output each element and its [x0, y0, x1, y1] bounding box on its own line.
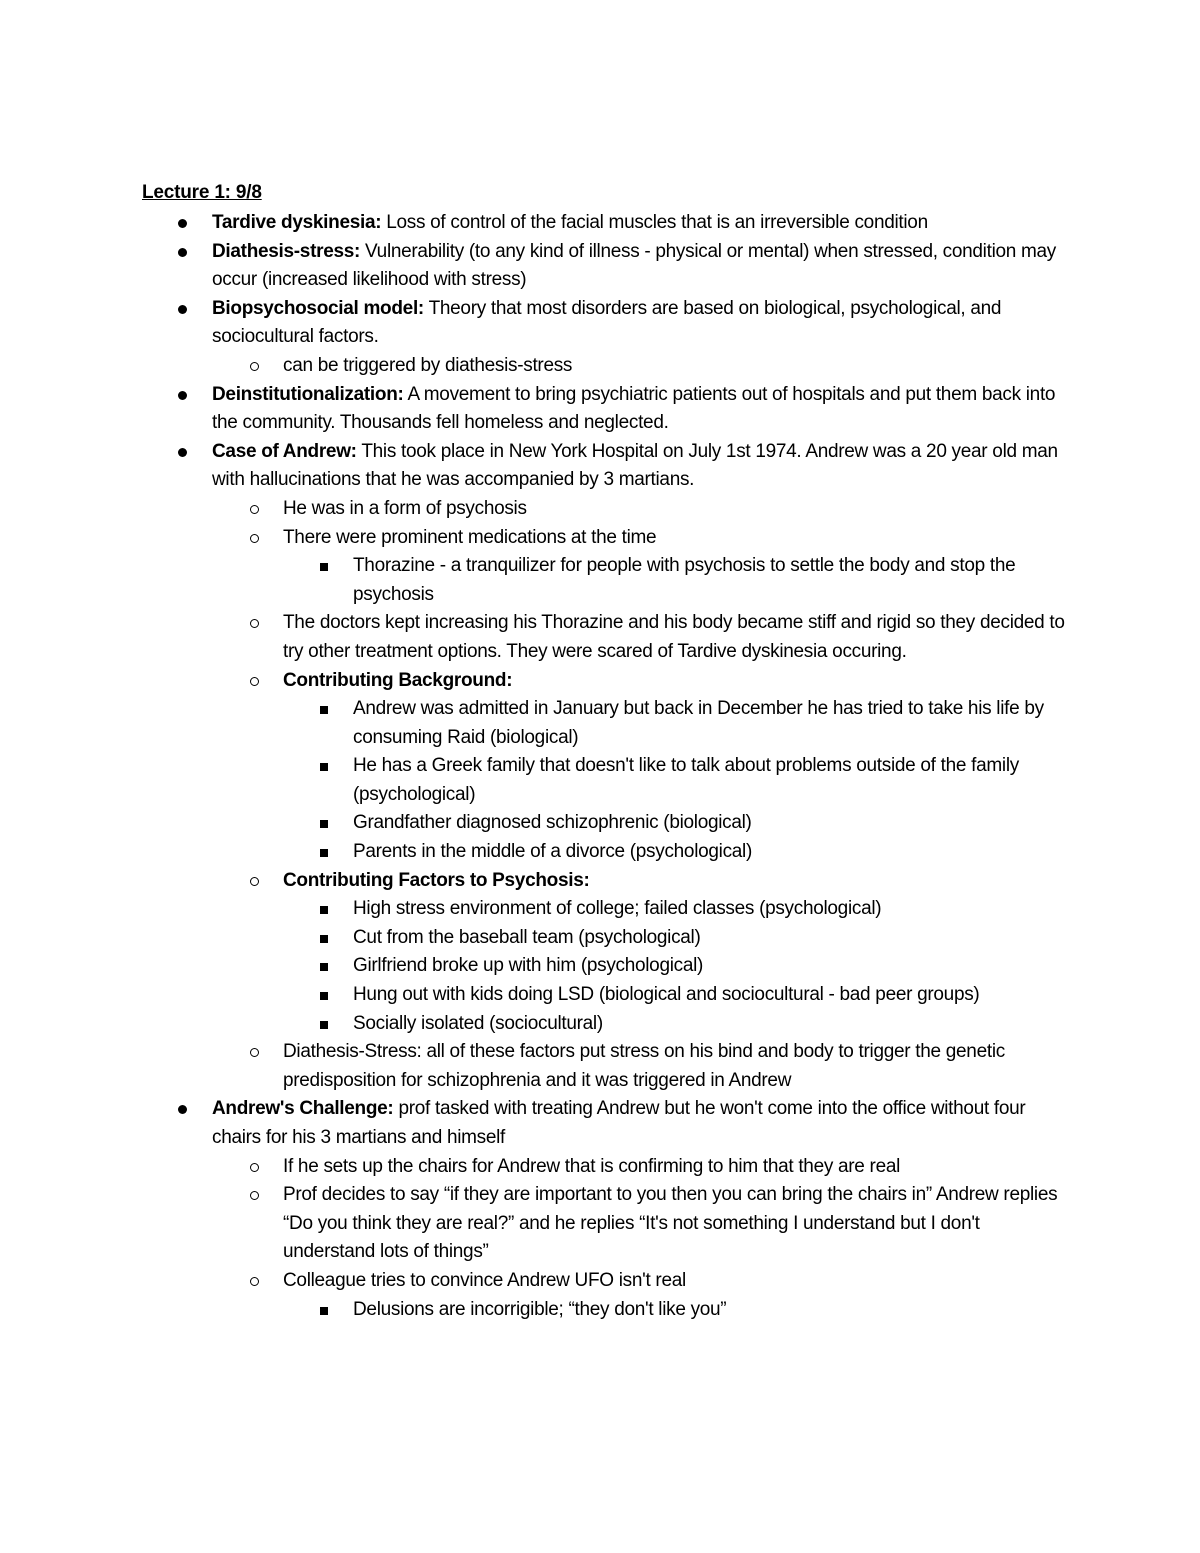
list-item-text: Hung out with kids doing LSD (biological and sociocultural - bad peer groups): [353, 984, 980, 1006]
list-item: [142, 1153, 1072, 1182]
list-item-text: Thorazine - a tranquilizer for people with psychosis to settle the body and stop the psychosis: [353, 555, 1016, 605]
bullet-square-icon: [320, 820, 328, 828]
lecture-title: Lecture 1: 9/8: [142, 182, 262, 203]
bullet-circle-icon: [250, 1048, 259, 1057]
bullet-dot-icon: [178, 248, 187, 257]
list-item: [142, 924, 1072, 953]
list-item: [142, 552, 1072, 609]
bullet-circle-icon: [250, 534, 259, 543]
list-item-term: Contributing Background:: [283, 669, 513, 691]
list-item-term: Case of Andrew:: [212, 440, 357, 462]
list-item: [142, 209, 1072, 238]
bullet-dot-icon: [178, 1105, 187, 1114]
list-item-text: Socially isolated (sociocultural): [353, 1012, 603, 1034]
list-item: [142, 895, 1072, 924]
list-item-text: High stress environment of college; failed classes (psychological): [353, 898, 882, 920]
list-item-text: Theory that most disorders are based on biological, psychological, and sociocultural factors.: [212, 297, 1002, 348]
list-item: [142, 1038, 1072, 1095]
list-item-text: Loss of control of the facial muscles that is an irreversible condition: [381, 212, 928, 233]
list-item: [142, 381, 1072, 438]
bullet-square-icon: [320, 763, 328, 771]
list-item: [142, 667, 1072, 696]
list-item-text: The doctors kept increasing his Thorazine and his body became stiff and rigid so they decided to try other treatment options. They were scared of Tardive dyskinesia occuring.: [283, 612, 1065, 662]
list-item: [142, 695, 1072, 752]
list-item-text: prof tasked with treating Andrew but he won't come into the office without four chairs for his 3 martians and himself: [212, 1098, 1026, 1148]
list-item: [142, 1095, 1072, 1152]
list-item: [142, 867, 1072, 896]
bullet-dot-icon: [178, 219, 187, 228]
list-item-term: Diathesis-stress:: [212, 240, 361, 262]
bullet-circle-icon: [250, 619, 259, 628]
bullet-dot-icon: [178, 391, 187, 400]
list-item-term: Deinstitutionalization:: [212, 383, 404, 405]
bullet-square-icon: [320, 906, 328, 914]
list-item: [142, 1296, 1072, 1325]
list-item-text: Diathesis-Stress: all of these factors put stress on his bind and body to trigger the genetic predisposition for schizophrenia and it was triggered in Andrew: [283, 1041, 1005, 1091]
list-item: [142, 1267, 1072, 1296]
list-item: [142, 238, 1072, 295]
list-item-text: Vulnerability (to any kind of illness - physical or mental) when stressed, condition may occur (increased likelihood with stress): [212, 240, 1057, 291]
bullet-square-icon: [320, 706, 328, 714]
list-item-term: Contributing Factors to Psychosis:: [283, 869, 590, 891]
document-page: [142, 178, 1072, 1324]
list-item-text: Andrew was admitted in January but back in December he has tried to take his life by consuming Raid (biological): [353, 698, 1044, 748]
list-item-text: If he sets up the chairs for Andrew that is confirming to him that they are real: [283, 1155, 901, 1177]
list-item-term: Andrew's Challenge:: [212, 1098, 394, 1120]
bullet-square-icon: [320, 992, 328, 1000]
bullet-circle-icon: [250, 677, 259, 686]
list-item-text: Prof decides to say “if they are important to you then you can bring the chairs in” Andrew replies “Do you think they are real?” and he replies “It's not something I understand but I don't understand lots of things”: [283, 1184, 1058, 1263]
bullet-circle-icon: [250, 1163, 259, 1172]
bullet-circle-icon: [250, 505, 259, 514]
list-item-text: He was in a form of psychosis: [283, 497, 527, 519]
bullet-square-icon: [320, 1307, 328, 1315]
bullet-circle-icon: [250, 1191, 259, 1200]
bullet-circle-icon: [250, 362, 259, 371]
list-item: [142, 752, 1072, 809]
list-item-text: Parents in the middle of a divorce (psychological): [353, 841, 752, 863]
list-item-text: Girlfriend broke up with him (psychological): [353, 955, 704, 977]
bullet-square-icon: [320, 963, 328, 971]
list-item-text: Delusions are incorrigible; “they don't like you”: [353, 1298, 727, 1320]
list-item-term: Tardive dyskinesia:: [212, 212, 382, 233]
list-item-term: Biopsychosocial model:: [212, 297, 424, 319]
bullet-circle-icon: [250, 877, 259, 886]
notes-list: [142, 209, 1072, 1324]
bullet-square-icon: [320, 935, 328, 943]
list-item-text: Colleague tries to convince Andrew UFO isn't real: [283, 1269, 686, 1291]
list-item-text: can be triggered by diathesis-stress: [283, 354, 573, 376]
list-item: [142, 1181, 1072, 1267]
bullet-square-icon: [320, 1021, 328, 1029]
bullet-dot-icon: [178, 305, 187, 314]
bullet-square-icon: [320, 563, 328, 571]
list-item: [142, 1010, 1072, 1039]
list-item: [142, 981, 1072, 1010]
list-item: [142, 838, 1072, 867]
list-item: [142, 352, 1072, 381]
list-item: [142, 438, 1072, 495]
list-item-text: This took place in New York Hospital on July 1st 1974. Andrew was a 20 year old man with hallucinations that he was accompanied by 3 martians.: [212, 440, 1058, 491]
bullet-square-icon: [320, 849, 328, 857]
list-item: [142, 495, 1072, 524]
list-item-text: Grandfather diagnosed schizophrenic (biological): [353, 812, 752, 834]
list-item-text: Cut from the baseball team (psychological): [353, 926, 701, 948]
list-item: [142, 524, 1072, 553]
list-item-text: He has a Greek family that doesn't like to talk about problems outside of the family (psychological): [353, 755, 1019, 805]
list-item: [142, 809, 1072, 838]
list-item-text: There were prominent medications at the time: [283, 526, 657, 548]
list-item-text: A movement to bring psychiatric patients out of hospitals and put them back into the community. Thousands fell homeless and neglected.: [212, 383, 1056, 434]
bullet-circle-icon: [250, 1277, 259, 1286]
bullet-dot-icon: [178, 448, 187, 457]
list-item: [142, 295, 1072, 352]
list-item: [142, 609, 1072, 666]
list-item: [142, 952, 1072, 981]
